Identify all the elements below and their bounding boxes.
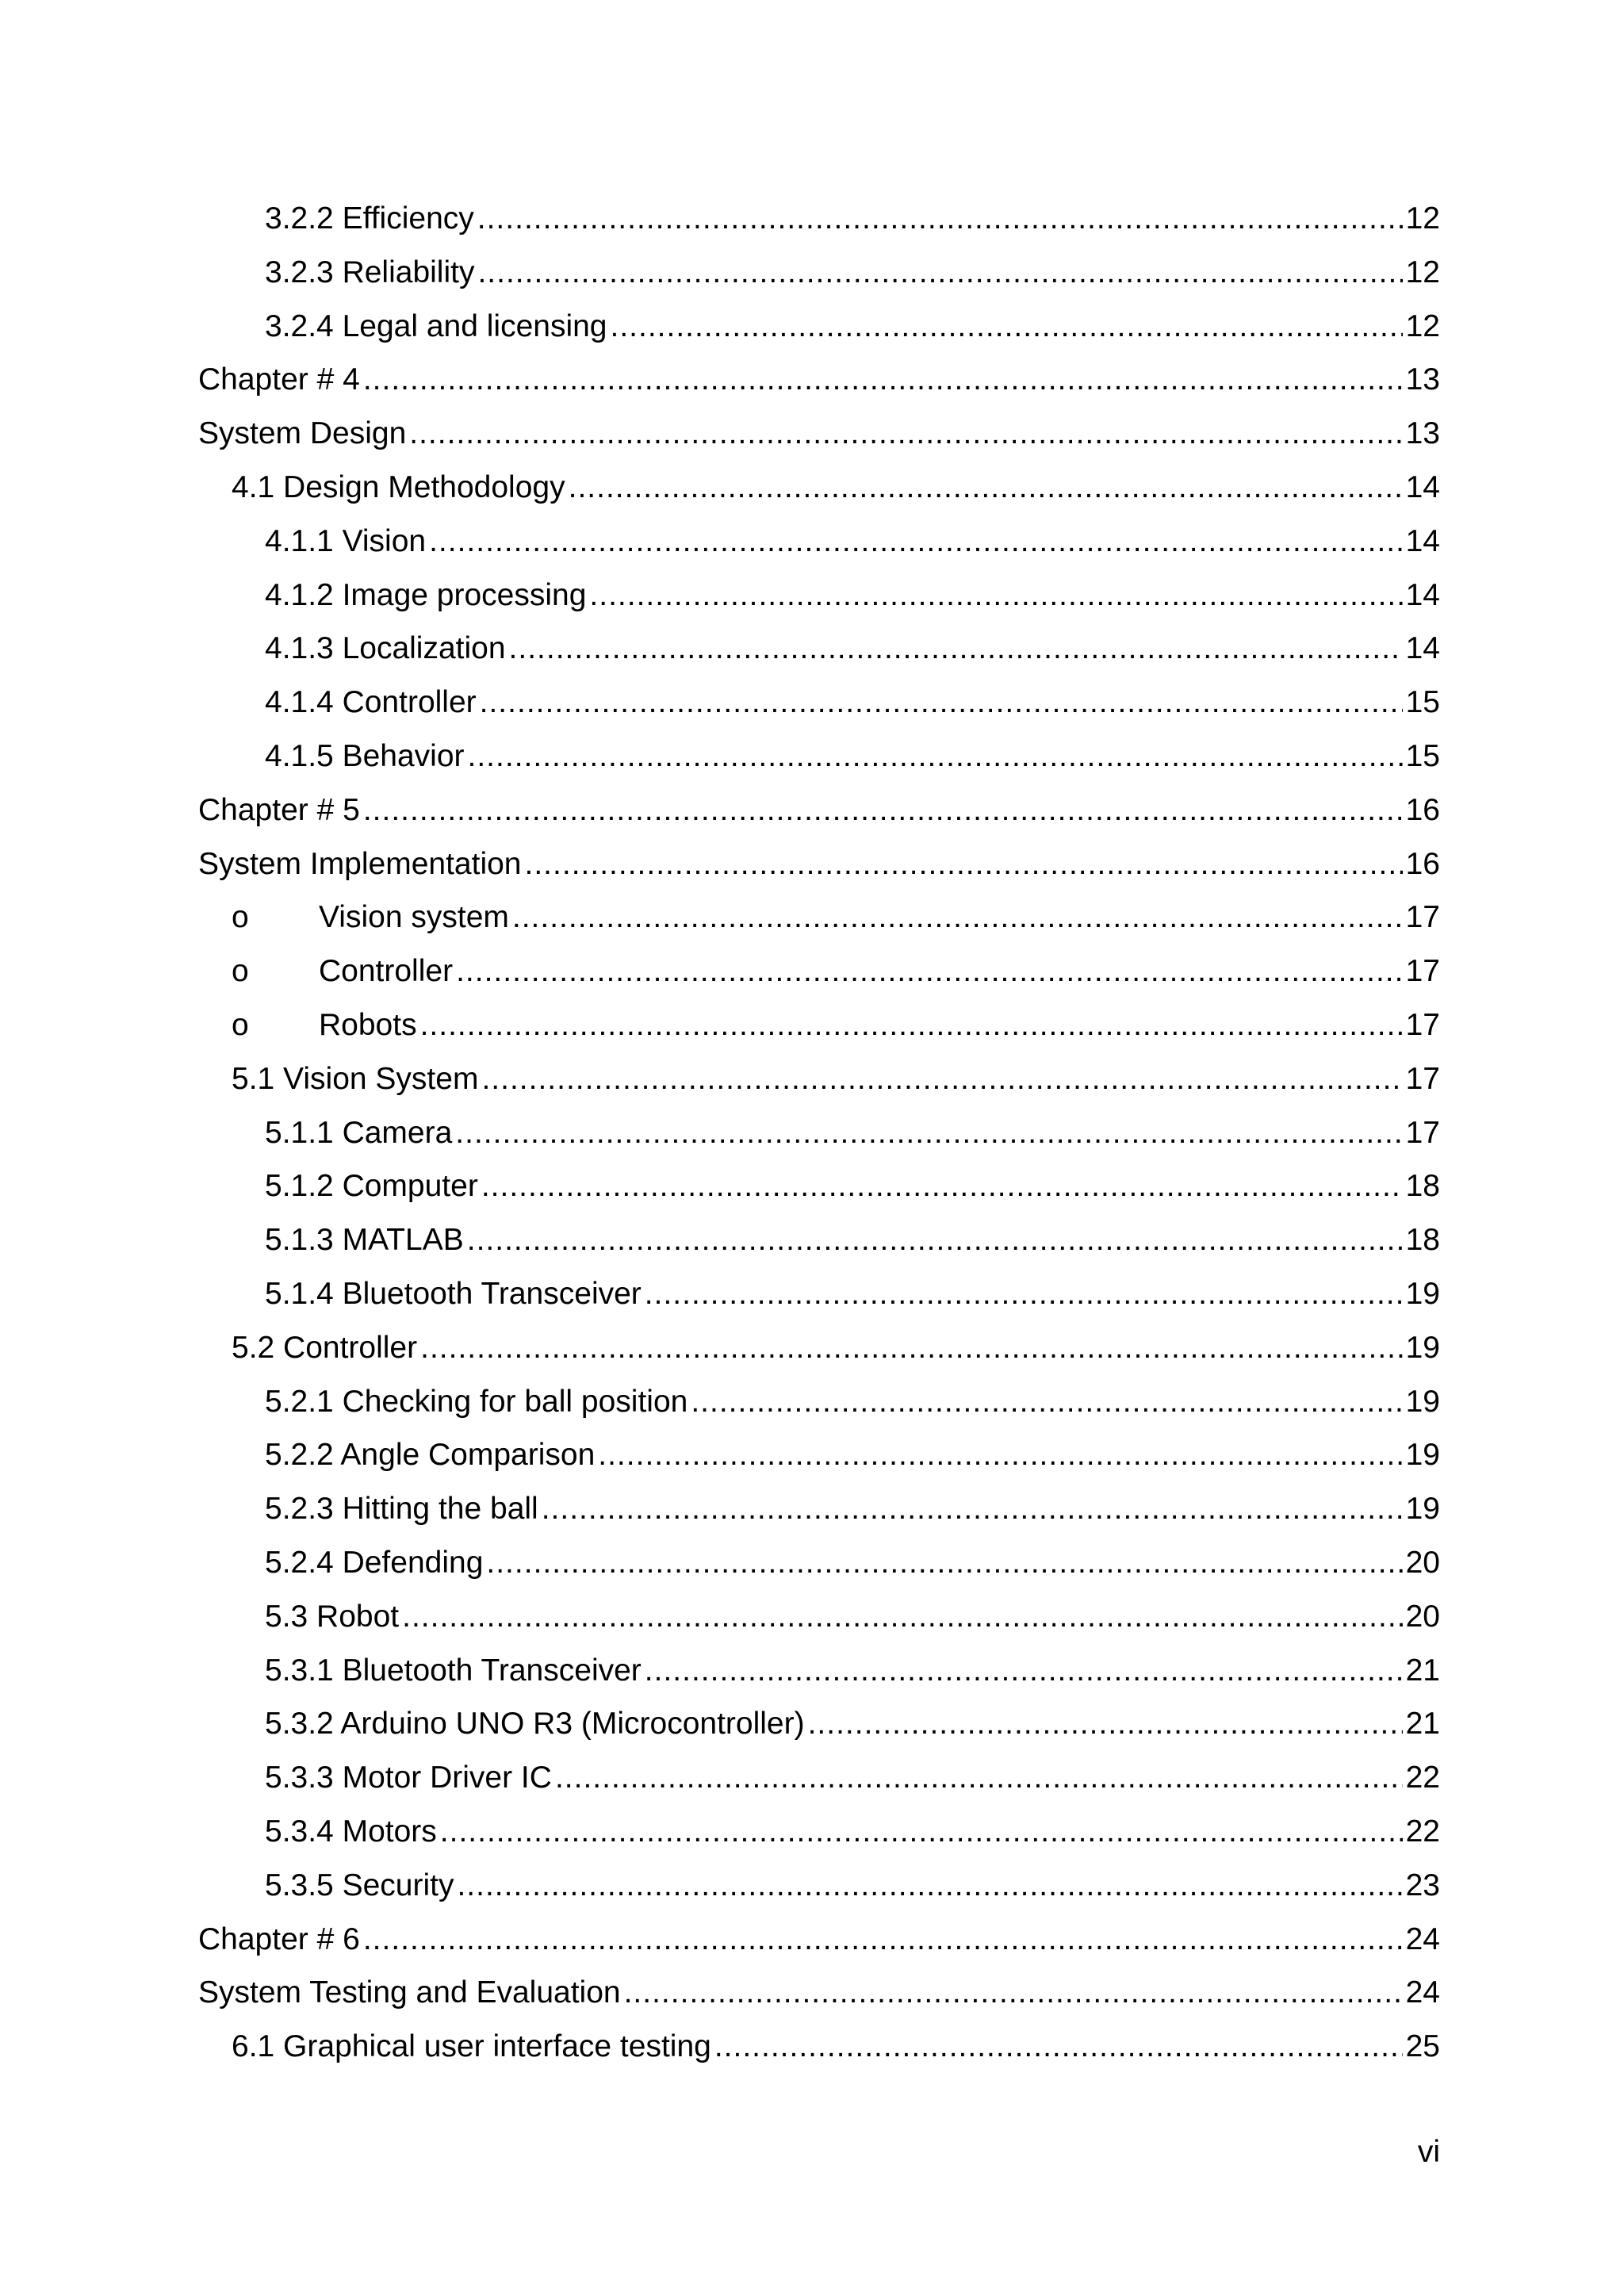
- dot-leader: [611, 300, 1403, 354]
- toc-entry[interactable]: [198, 1805, 1440, 1859]
- toc-entry-label: 5.2 Controller: [232, 1330, 418, 1365]
- dot-leader: [714, 2020, 1403, 2074]
- toc-entry-label: 5.2.1 Checking for ball position: [265, 1384, 688, 1419]
- toc-entry-page: 17: [1405, 1007, 1440, 1042]
- toc-entry-label: 5.1 Vision System: [232, 1061, 479, 1096]
- toc-entry-label: 5.3.4 Motors: [265, 1814, 437, 1849]
- toc-entry[interactable]: [198, 1751, 1440, 1805]
- toc-entry-page: 25: [1405, 2029, 1440, 2064]
- toc-entry[interactable]: [198, 2020, 1440, 2074]
- page-number: vi: [1417, 2135, 1440, 2169]
- toc-entry-label: 5.1.4 Bluetooth Transceiver: [265, 1276, 642, 1311]
- toc-entry-page: 19: [1405, 1384, 1440, 1419]
- toc-entry-page: 14: [1405, 469, 1440, 504]
- dot-leader: [624, 1966, 1403, 2020]
- toc-entry[interactable]: [198, 1321, 1440, 1375]
- toc-entry[interactable]: [198, 192, 1440, 246]
- dot-leader: [645, 1267, 1403, 1321]
- dot-leader: [420, 998, 1403, 1052]
- toc-entry[interactable]: [198, 1267, 1440, 1321]
- dot-leader: [481, 1159, 1403, 1213]
- bullet-icon: o: [232, 1007, 249, 1042]
- toc-entry-page: 22: [1405, 1814, 1440, 1849]
- toc-entry-page: 19: [1405, 1438, 1440, 1473]
- toc-entry-label: 4.1.2 Image processing: [265, 577, 587, 612]
- toc-entry-page: 15: [1405, 738, 1440, 773]
- toc-entry-label: 5.2.4 Defending: [265, 1545, 484, 1580]
- toc-entry[interactable]: [198, 998, 1440, 1052]
- toc-entry[interactable]: [198, 1536, 1440, 1590]
- toc-entry-label: 5.2.3 Hitting the ball: [265, 1492, 538, 1527]
- toc-entry-page: 19: [1405, 1492, 1440, 1527]
- bullet-icon: o: [232, 900, 249, 935]
- toc-entry-page: 20: [1405, 1545, 1440, 1580]
- toc-entry-page: 21: [1405, 1707, 1440, 1741]
- toc-entry-label: 5.1.2 Computer: [265, 1169, 478, 1204]
- toc-entry-page: 23: [1405, 1868, 1440, 1902]
- toc-entry[interactable]: [198, 461, 1440, 515]
- dot-leader: [477, 246, 1402, 300]
- toc-entry-page: 13: [1405, 362, 1440, 397]
- toc-entry[interactable]: [198, 515, 1440, 569]
- toc-entry-label: 4.1.5 Behavior: [265, 738, 465, 773]
- dot-leader: [808, 1697, 1403, 1751]
- dot-leader: [589, 569, 1402, 623]
- bullet-icon: o: [232, 954, 249, 989]
- toc-entry[interactable]: [198, 1106, 1440, 1160]
- toc-entry-label: 4.1.1 Vision: [265, 523, 427, 558]
- dot-leader: [467, 1213, 1403, 1267]
- toc-entry[interactable]: [198, 1859, 1440, 1913]
- dot-leader: [440, 1805, 1403, 1859]
- dot-leader: [525, 837, 1403, 891]
- toc-entry[interactable]: [198, 246, 1440, 300]
- toc-entry-label: 3.2.2 Efficiency: [265, 201, 474, 236]
- toc-entry-label: System Design: [198, 416, 407, 451]
- dot-leader: [363, 353, 1403, 407]
- toc-entry-label: 5.3.5 Security: [265, 1868, 454, 1902]
- dot-leader: [457, 1859, 1402, 1913]
- toc-entry-label: 6.1 Graphical user interface testing: [232, 2029, 711, 2064]
- table-of-contents: [198, 192, 1440, 2074]
- toc-entry-page: 14: [1405, 523, 1440, 558]
- toc-entry-page: 24: [1405, 1921, 1440, 1956]
- dot-leader: [645, 1644, 1403, 1698]
- toc-entry-label: System Implementation: [198, 846, 522, 881]
- toc-entry[interactable]: [198, 1159, 1440, 1213]
- toc-entry-page: 12: [1405, 201, 1440, 236]
- toc-entry-label: 5.3.2 Arduino UNO R3 (Microcontroller): [265, 1707, 805, 1741]
- toc-entry-label: 3.2.3 Reliability: [265, 255, 475, 289]
- dot-leader: [512, 891, 1403, 944]
- dot-leader: [409, 407, 1402, 461]
- dot-leader: [477, 192, 1403, 246]
- dot-leader: [481, 1052, 1402, 1106]
- toc-entry-label: 4.1.3 Localization: [265, 631, 506, 666]
- toc-entry-label: 5.3.1 Bluetooth Transceiver: [265, 1653, 642, 1688]
- toc-entry-label: Robots: [319, 1007, 417, 1042]
- toc-entry-page: 17: [1405, 1061, 1440, 1096]
- toc-entry-label: Chapter # 5: [198, 792, 360, 827]
- toc-entry[interactable]: [198, 1913, 1440, 1967]
- toc-entry[interactable]: [198, 1590, 1440, 1644]
- dot-leader: [420, 1321, 1402, 1375]
- toc-entry-page: 18: [1405, 1169, 1440, 1204]
- toc-entry[interactable]: [198, 1644, 1440, 1698]
- toc-entry-label: Vision system: [319, 900, 509, 935]
- dot-leader: [598, 1428, 1402, 1482]
- dot-leader: [691, 1375, 1402, 1429]
- toc-entry-page: 18: [1405, 1223, 1440, 1258]
- toc-entry[interactable]: [198, 944, 1440, 998]
- toc-entry[interactable]: [198, 569, 1440, 623]
- dot-leader: [455, 1106, 1402, 1160]
- toc-entry-label: 4.1.4 Controller: [265, 685, 477, 720]
- toc-entry-label: Controller: [319, 954, 454, 989]
- toc-entry-page: 17: [1405, 900, 1440, 935]
- dot-leader: [402, 1590, 1402, 1644]
- toc-entry-page: 21: [1405, 1653, 1440, 1688]
- toc-entry-page: 20: [1405, 1599, 1440, 1634]
- toc-entry-page: 17: [1405, 1115, 1440, 1150]
- dot-leader: [542, 1482, 1403, 1536]
- toc-entry[interactable]: [198, 407, 1440, 461]
- dot-leader: [363, 1913, 1403, 1967]
- toc-entry[interactable]: [198, 676, 1440, 730]
- toc-entry-page: 19: [1405, 1276, 1440, 1311]
- toc-entry-label: 5.3 Robot: [265, 1599, 400, 1634]
- toc-entry-page: 24: [1405, 1975, 1440, 2010]
- toc-entry[interactable]: [198, 784, 1440, 837]
- toc-entry[interactable]: [198, 1697, 1440, 1751]
- toc-entry-label: Chapter # 4: [198, 362, 360, 397]
- toc-entry[interactable]: [198, 300, 1440, 354]
- toc-entry-label: 5.3.3 Motor Driver IC: [265, 1761, 552, 1795]
- toc-entry-page: 19: [1405, 1330, 1440, 1365]
- dot-leader: [480, 676, 1403, 730]
- toc-entry-label: 4.1 Design Methodology: [232, 469, 565, 504]
- dot-leader: [486, 1536, 1402, 1590]
- toc-entry[interactable]: [198, 1428, 1440, 1482]
- toc-entry[interactable]: [198, 353, 1440, 407]
- toc-entry[interactable]: [198, 1482, 1440, 1536]
- dot-leader: [363, 784, 1403, 837]
- toc-entry-label: 5.1.3 MATLAB: [265, 1223, 464, 1258]
- toc-entry-label: 5.1.1 Camera: [265, 1115, 453, 1150]
- toc-entry-page: 15: [1405, 685, 1440, 720]
- dot-leader: [569, 461, 1403, 515]
- toc-entry[interactable]: [198, 1213, 1440, 1267]
- toc-entry-page: 14: [1405, 577, 1440, 612]
- dot-leader: [468, 730, 1403, 784]
- toc-entry[interactable]: [198, 1052, 1440, 1106]
- toc-entry[interactable]: [198, 891, 1440, 944]
- toc-entry-label: Chapter # 6: [198, 1921, 360, 1956]
- toc-entry[interactable]: [198, 1966, 1440, 2020]
- toc-entry-page: 14: [1405, 631, 1440, 666]
- toc-entry-page: 16: [1405, 846, 1440, 881]
- dot-leader: [555, 1751, 1403, 1805]
- toc-entry-page: 22: [1405, 1761, 1440, 1795]
- toc-entry-page: 12: [1405, 255, 1440, 289]
- dot-leader: [509, 622, 1403, 676]
- toc-entry[interactable]: [198, 622, 1440, 676]
- toc-entry-label: System Testing and Evaluation: [198, 1975, 621, 2010]
- toc-entry-label: 3.2.4 Legal and licensing: [265, 308, 607, 343]
- dot-leader: [456, 944, 1403, 998]
- toc-entry-page: 13: [1405, 416, 1440, 451]
- toc-entry[interactable]: [198, 730, 1440, 784]
- toc-entry-page: 12: [1405, 308, 1440, 343]
- toc-entry-page: 17: [1405, 954, 1440, 989]
- toc-entry[interactable]: [198, 837, 1440, 891]
- toc-entry[interactable]: [198, 1375, 1440, 1429]
- toc-entry-page: 16: [1405, 792, 1440, 827]
- toc-entry-label: 5.2.2 Angle Comparison: [265, 1438, 596, 1473]
- dot-leader: [429, 515, 1403, 569]
